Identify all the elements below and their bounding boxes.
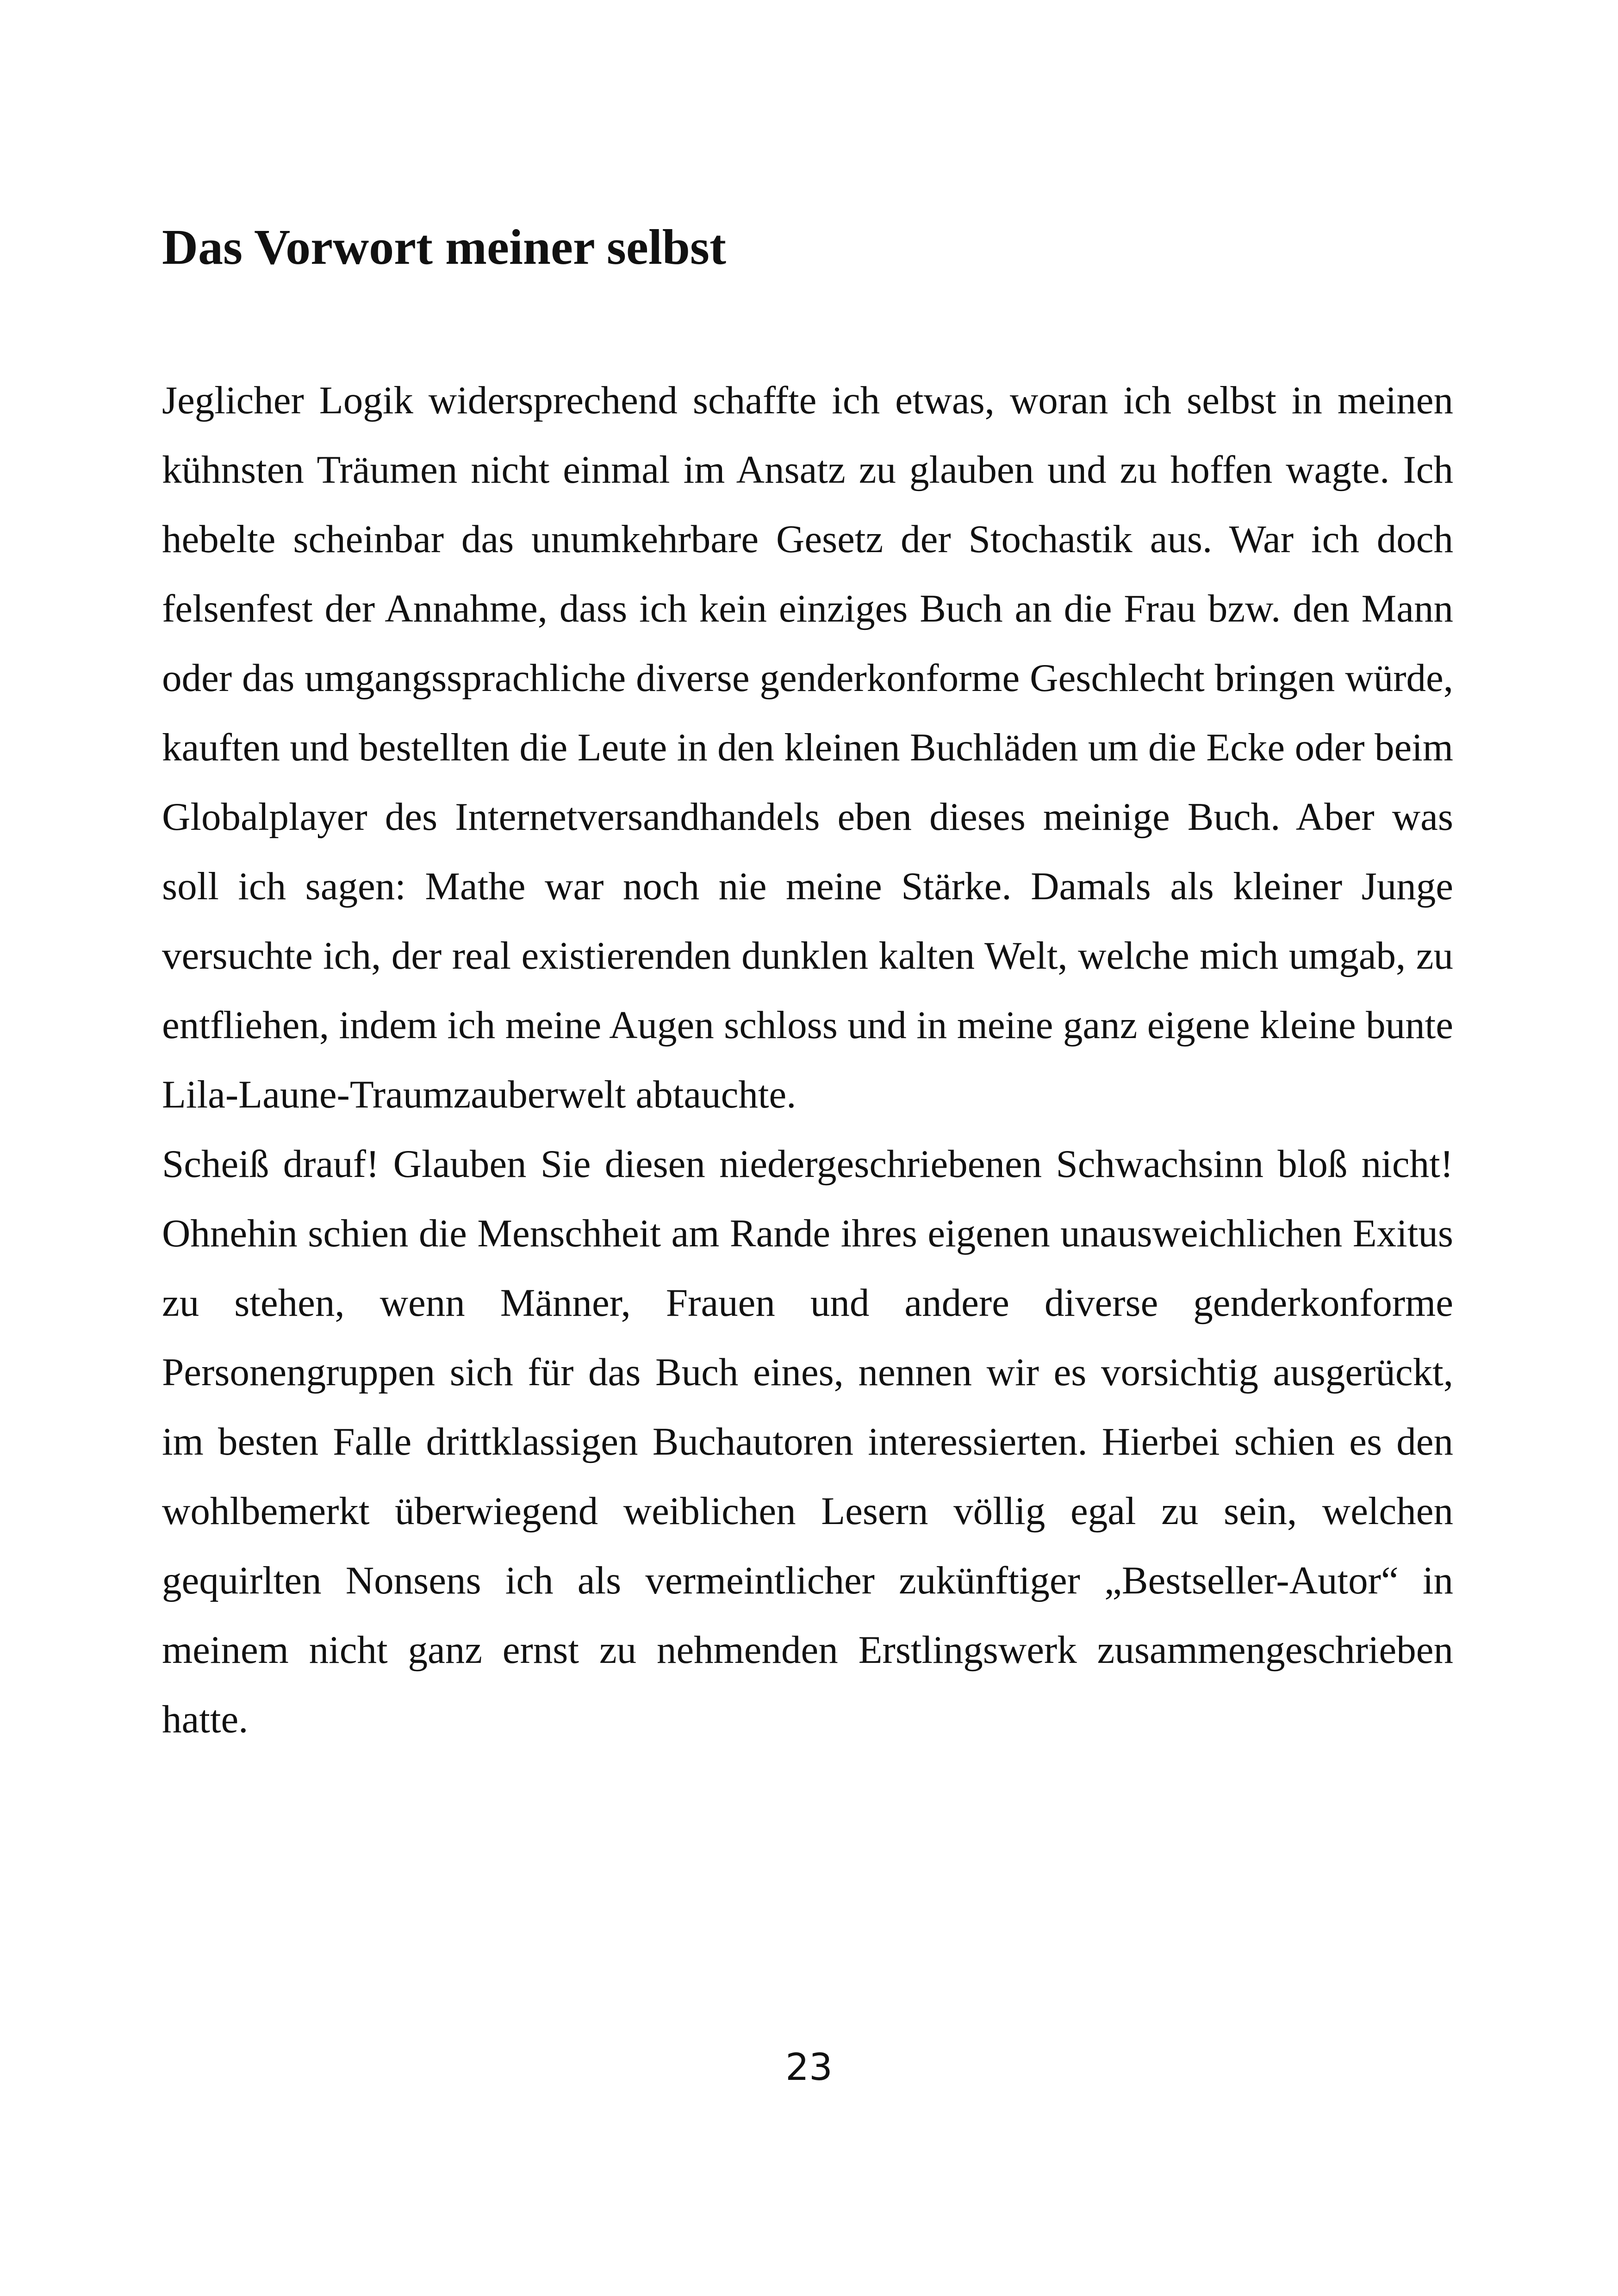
page-number: 23 [785, 2046, 833, 2089]
body-paragraph-1: Jeglicher Logik widersprechend schaffte ich etwas, woran ich selbst in meinen kühnsten Träumen nicht einmal im Ansatz zu glauben und zu hoffen wagte. Ich hebelte scheinbar das unumkehrbare Gesetz der Stochastik aus. War ich doch felsenfest der Annahme, dass ich kein einziges Buch an die Frau bzw. den Mann oder das umgangssprachliche diverse genderkonforme Geschlecht bringen würde, kauften und bestellten die Leute in den kleinen Buchläden um die Ecke oder beim Globalplayer des Internetversandhandels eben dieses meinige Buch. Aber was soll ich sagen: Mathe war noch nie meine Stärke. Damals als kleiner Junge versuchte ich, der real existierenden dunklen kalten Welt, welche mich umgab, zu entfliehen, indem ich meine Augen schloss und in meine ganz eigene kleine bunte Lila-Laune-Traumzauberwelt abtauchte. [162, 378, 1453, 1116]
chapter-title: Das Vorwort meiner selbst [162, 220, 726, 275]
body-paragraph-2: Scheiß drauf! Glauben Sie diesen niedergeschriebenen Schwachsinn bloß nicht! Ohnehin schien die Menschheit am Rande ihres eigenen unausweichlichen Exitus zu stehen, wenn Männer, Frauen und andere diverse genderkonforme Personengruppen sich für das Buch eines, nennen wir es vorsichtig ausgerückt, im besten Falle drittklassigen Buchautoren interessierten. Hierbei schien es den wohlbemerkt überwiegend weiblichen Lesern völlig egal zu sein, welchen gequirlten Nonsens ich als vermeintlicher zukünftiger „Bestseller-Autor“ in meinem nicht ganz ernst zu nehmenden Erstlingswerk zusammengeschrieben hatte. [162, 1142, 1453, 1741]
page-content [162, 218, 1453, 1754]
